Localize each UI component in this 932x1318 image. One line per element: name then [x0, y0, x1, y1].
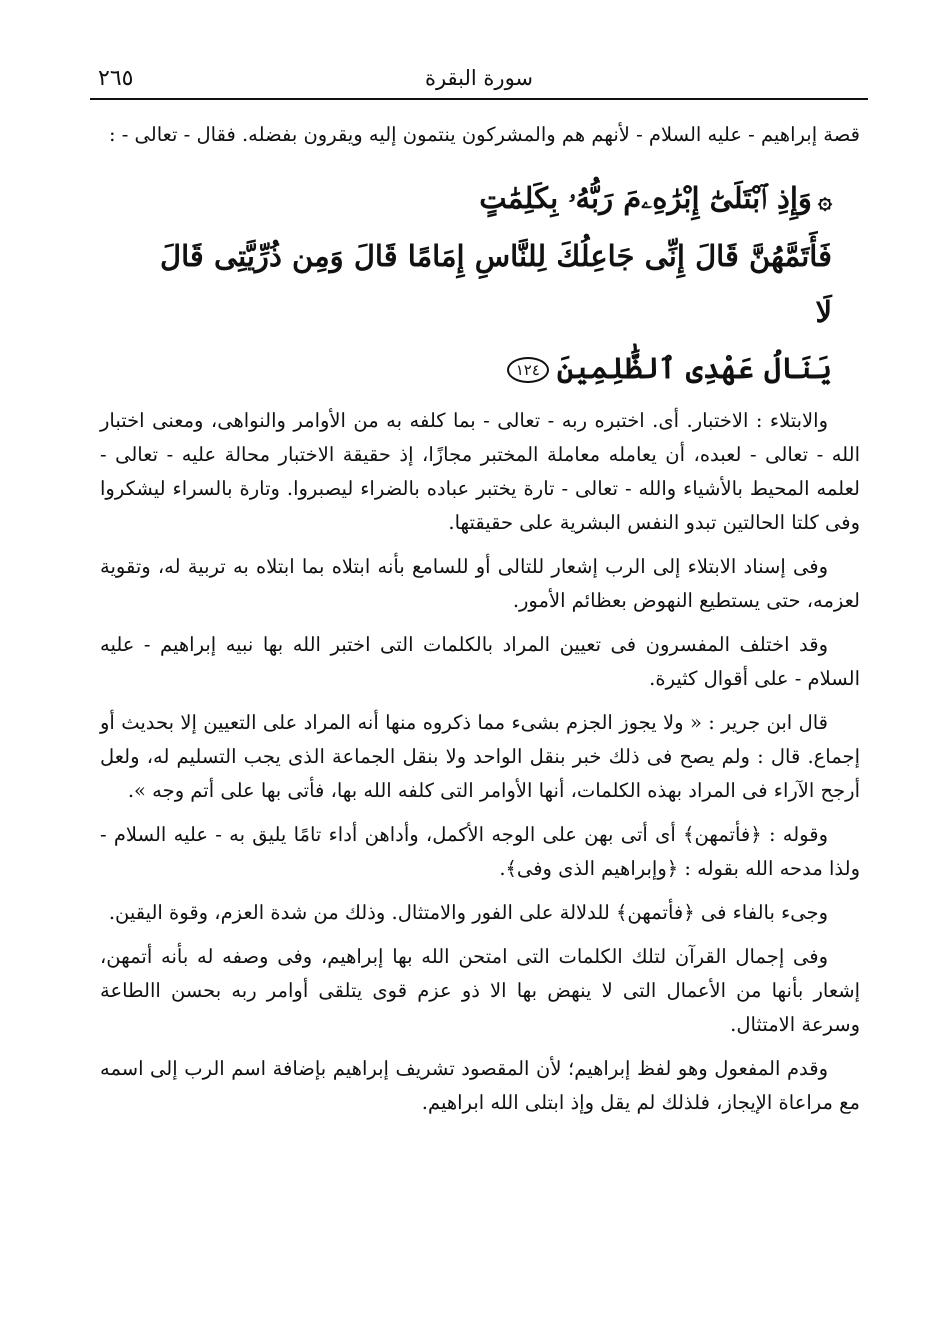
paragraph: وفى إجمال القرآن لتلك الكلمات التى امتحن الله بها إبراهيم، وفى وصفه له بأنه أتمهن، إشعار بأنها من الأعمال التى لا ينهض بها الا ذو عزم قوى يتلقى أوامر ربه بحسن االطاعة وسرعة الامتثال. — [100, 945, 860, 1036]
quran-verse — [100, 170, 860, 396]
header-divider — [90, 98, 868, 100]
verse-line-1-text: وَإِذِ ٱبْتَلَىٰٓ إِبْرَٰهِۦمَ رَبُّهُۥ بِكَلِمَٰتٍ — [479, 181, 812, 215]
page-number: ٢٦٥ — [98, 66, 134, 91]
paragraph: وفى إسناد الابتلاء إلى الرب إشعار للتالى أو للسامع بأنه ابتلاه بما ابتلاه به تربية له، وتقوية لعزمه، حتى يستطيع النهوض بعظائم الأمور. — [100, 555, 860, 612]
paragraph: قال ابن جرير : « ولا يجوز الجزم بشىء مما ذكروه منها أنه المراد على التعيين إلا بحديث أو إجماع. قال : ولم يصح فى ذلك خبر بنقل الواحد ولا بنقل الجماعة الذى يجب التسليم له، ولعل أرجح الآراء فى المراد بهذه الكلمات، أنها الأوامر التى كلفه الله بها، فأتى بها على أتم وجه ». — [100, 711, 860, 802]
verse-line-3-text: يَنَالُ عَهْدِى ٱلظَّٰلِمِينَ — [556, 351, 832, 385]
verse-line-3 — [160, 340, 832, 396]
paragraph: وقد اختلف المفسرون فى تعيين المراد بالكلمات التى اختبر الله بها نبيه إبراهيم - عليه السلام - على أقوال كثيرة. — [100, 633, 860, 690]
ayah-number-marker: ١٢٤ — [507, 357, 549, 383]
page-header — [90, 62, 868, 102]
paragraph: وقوله : ﴿فأتمهن﴾ أى أتى بهن على الوجه الأكمل، وأداهن أداء تامًا يليق به - عليه السلام - ولذا مدحه الله بقوله : ﴿وإبراهيم الذى وفى﴾. — [100, 823, 860, 880]
paragraph: والابتلاء : الاختبار. أى. اختبره ربه - تعالى - بما كلفه به من الأوامر والنواهى، ومعنى اختبار الله - تعالى - لعبده، أن يعامله معاملة المختبر مجازًا، إذ حقيقة الاختبار محالة عليه - تعالى - لعلمه المحيط بالأشياء والله - تعالى - تارة يختبر عباده بالضراء ليصبروا. وتارة بالسراء ليشكروا وفى كلتا الحالتين تبدو النفس البشرية على حقيقتها. — [100, 409, 860, 534]
paragraph: وجىء بالفاء فى ﴿فأتمهن﴾ للدلالة على الفور والامتثال. وذلك من شدة العزم، وقوة اليقين. — [108, 901, 828, 924]
hizb-ornament-icon: ۞ — [817, 185, 832, 214]
page-body — [100, 118, 860, 1130]
verse-line-1 — [160, 170, 832, 228]
paragraph: وقدم المفعول وهو لفظ إبراهيم؛ لأن المقصود تشريف إبراهيم بإضافة اسم الرب إلى اسمه مع مراعاة الإيجاز، فلذلك لم يقل وإذ ابتلى الله ابراهيم. — [100, 1057, 860, 1114]
verse-line-2: فَأَتَمَّهُنَّ قَالَ إِنِّى جَاعِلُكَ لِلنَّاسِ إِمَامًا قَالَ وَمِن ذُرِّيَّتِى قَالَ لَا — [160, 239, 832, 329]
surah-title: سورة البقرة — [424, 66, 534, 90]
intro-paragraph: قصة إبراهيم - عليه السلام - لأنهم هم والمشركون ينتمون إليه ويقرون بفضله. فقال - تعالى - : — [108, 123, 860, 146]
